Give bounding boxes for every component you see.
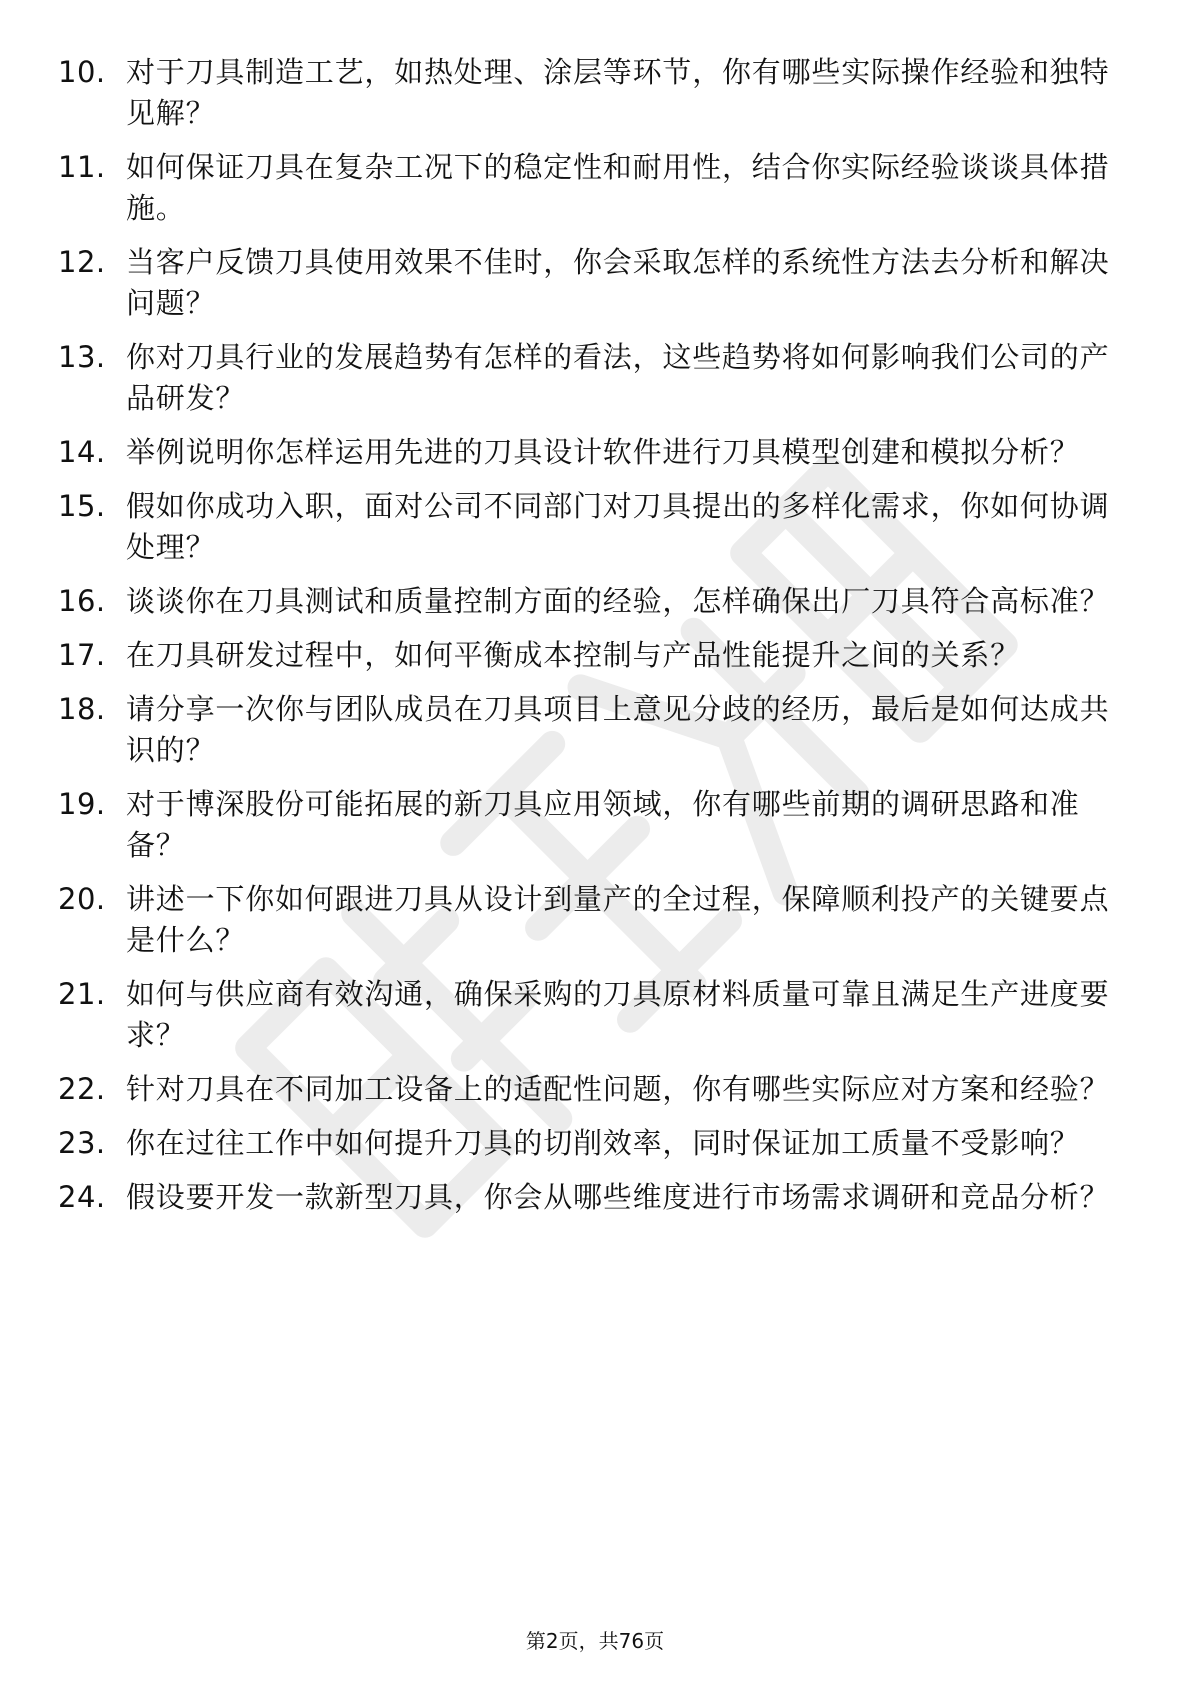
- question-text: 如何保证刀具在复杂工况下的稳定性和耐用性，结合你实际经验谈谈具体措施。: [126, 150, 1110, 225]
- question-number: 18.: [58, 692, 106, 726]
- list-item: [58, 337, 1118, 419]
- question-text: 讲述一下你如何跟进刀具从设计到量产的全过程，保障顺利投产的关键要点是什么？: [126, 882, 1110, 957]
- question-text: 举例说明你怎样运用先进的刀具设计软件进行刀具模型创建和模拟分析？: [126, 435, 1080, 469]
- question-number: 23.: [58, 1126, 106, 1160]
- list-item: [58, 242, 1118, 324]
- question-text: 当客户反馈刀具使用效果不佳时，你会采取怎样的系统性方法去分析和解决问题？: [126, 245, 1110, 320]
- list-item: [58, 974, 1118, 1056]
- question-number: 14.: [58, 435, 106, 469]
- list-item: [58, 689, 1118, 771]
- list-item: [58, 1177, 1118, 1218]
- question-text: 请分享一次你与团队成员在刀具项目上意见分歧的经历，最后是如何达成共识的？: [126, 692, 1110, 767]
- question-number: 17.: [58, 638, 106, 672]
- question-number: 15.: [58, 489, 106, 523]
- question-text: 在刀具研发过程中，如何平衡成本控制与产品性能提升之间的关系？: [126, 638, 1021, 672]
- question-text: 针对刀具在不同加工设备上的适配性问题，你有哪些实际应对方案和经验？: [126, 1072, 1110, 1106]
- question-list: [58, 52, 1118, 1231]
- list-item: [58, 52, 1118, 134]
- question-text: 对于博深股份可能拓展的新刀具应用领域，你有哪些前期的调研思路和准备？: [126, 787, 1080, 862]
- list-item: [58, 784, 1118, 866]
- question-number: 13.: [58, 340, 106, 374]
- question-text: 假如你成功入职，面对公司不同部门对刀具提出的多样化需求，你如何协调处理？: [126, 489, 1110, 564]
- question-number: 22.: [58, 1072, 106, 1106]
- question-text: 如何与供应商有效沟通，确保采购的刀具原材料质量可靠且满足生产进度要求？: [126, 977, 1110, 1052]
- page-number-label: 第2页，共76页: [525, 1629, 665, 1653]
- question-number: 16.: [58, 584, 106, 618]
- list-item: [58, 486, 1118, 568]
- page-footer: [0, 1628, 1190, 1654]
- question-text: 你在过往工作中如何提升刀具的切削效率，同时保证加工质量不受影响？: [126, 1126, 1080, 1160]
- question-number: 20.: [58, 882, 106, 916]
- list-item: [58, 1123, 1118, 1164]
- question-text: 谈谈你在刀具测试和质量控制方面的经验，怎样确保出厂刀具符合高标准？: [126, 584, 1110, 618]
- list-item: [58, 147, 1118, 229]
- question-number: 11.: [58, 150, 106, 184]
- question-text: 假设要开发一款新型刀具，你会从哪些维度进行市场需求调研和竞品分析？: [126, 1180, 1110, 1214]
- list-item: [58, 432, 1118, 473]
- question-number: 19.: [58, 787, 106, 821]
- question-number: 21.: [58, 977, 106, 1011]
- list-item: [58, 879, 1118, 961]
- list-item: [58, 635, 1118, 676]
- list-item: [58, 1069, 1118, 1110]
- question-text: 你对刀具行业的发展趋势有怎样的看法，这些趋势将如何影响我们公司的产品研发？: [126, 340, 1110, 415]
- question-number: 10.: [58, 55, 106, 89]
- list-item: [58, 581, 1118, 622]
- question-text: 对于刀具制造工艺，如热处理、涂层等环节，你有哪些实际操作经验和独特见解？: [126, 55, 1110, 130]
- question-number: 12.: [58, 245, 106, 279]
- question-number: 24.: [58, 1180, 106, 1214]
